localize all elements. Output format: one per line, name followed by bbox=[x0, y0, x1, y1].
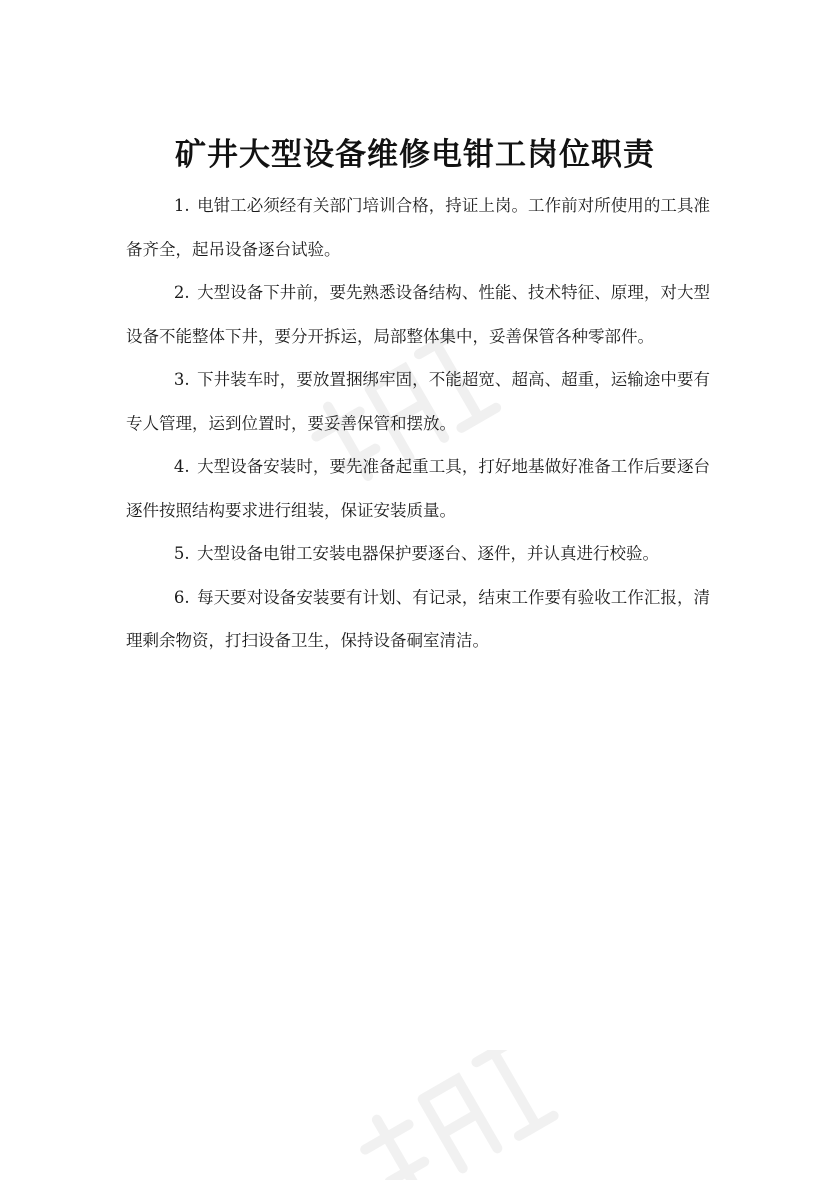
item-number: 1. bbox=[173, 196, 190, 215]
item-number: 4. bbox=[173, 457, 190, 476]
duty-list bbox=[126, 184, 710, 663]
list-item bbox=[126, 445, 710, 532]
page-title: 矿井大型设备维修电钳工岗位职责 bbox=[175, 136, 655, 173]
watermark-graphic-lower bbox=[340, 1050, 570, 1180]
item-number: 6. bbox=[173, 587, 190, 607]
list-item bbox=[126, 576, 710, 663]
list-item bbox=[126, 271, 710, 358]
item-text: 每天要对设备安装要有计划、有记录，结束工作要有验收工作汇报，清理剩余物资，打扫设备卫生，保持设备硐室清洁。 bbox=[126, 587, 710, 650]
item-text: 大型设备安装时，要先准备起重工具，打好地基做好准备工作后要逐台逐件按照结构要求进行组装，保证安装质量。 bbox=[126, 457, 710, 520]
item-text: 大型设备电钳工安装电器保护要逐台、逐件，并认真进行校验。 bbox=[197, 544, 660, 563]
item-text: 下井装车时，要放置捆绑牢固，不能超宽、超高、超重，运输途中要有专人管理，运到位置时，要妥善保管和摆放。 bbox=[126, 370, 710, 433]
item-number: 5. bbox=[173, 544, 190, 563]
list-item bbox=[126, 184, 710, 271]
list-item bbox=[126, 358, 710, 445]
list-item bbox=[126, 532, 710, 576]
item-text: 电钳工必须经有关部门培训合格，持证上岗。工作前对所使用的工具准备齐全，起吊设备逐台试验。 bbox=[126, 196, 710, 259]
item-number: 3. bbox=[173, 370, 190, 389]
item-text: 大型设备下井前，要先熟悉设备结构、性能、技术特征、原理，对大型设备不能整体下井，要分开拆运，局部整体集中，妥善保管各种零部件。 bbox=[126, 283, 710, 346]
item-number: 2. bbox=[173, 283, 190, 302]
